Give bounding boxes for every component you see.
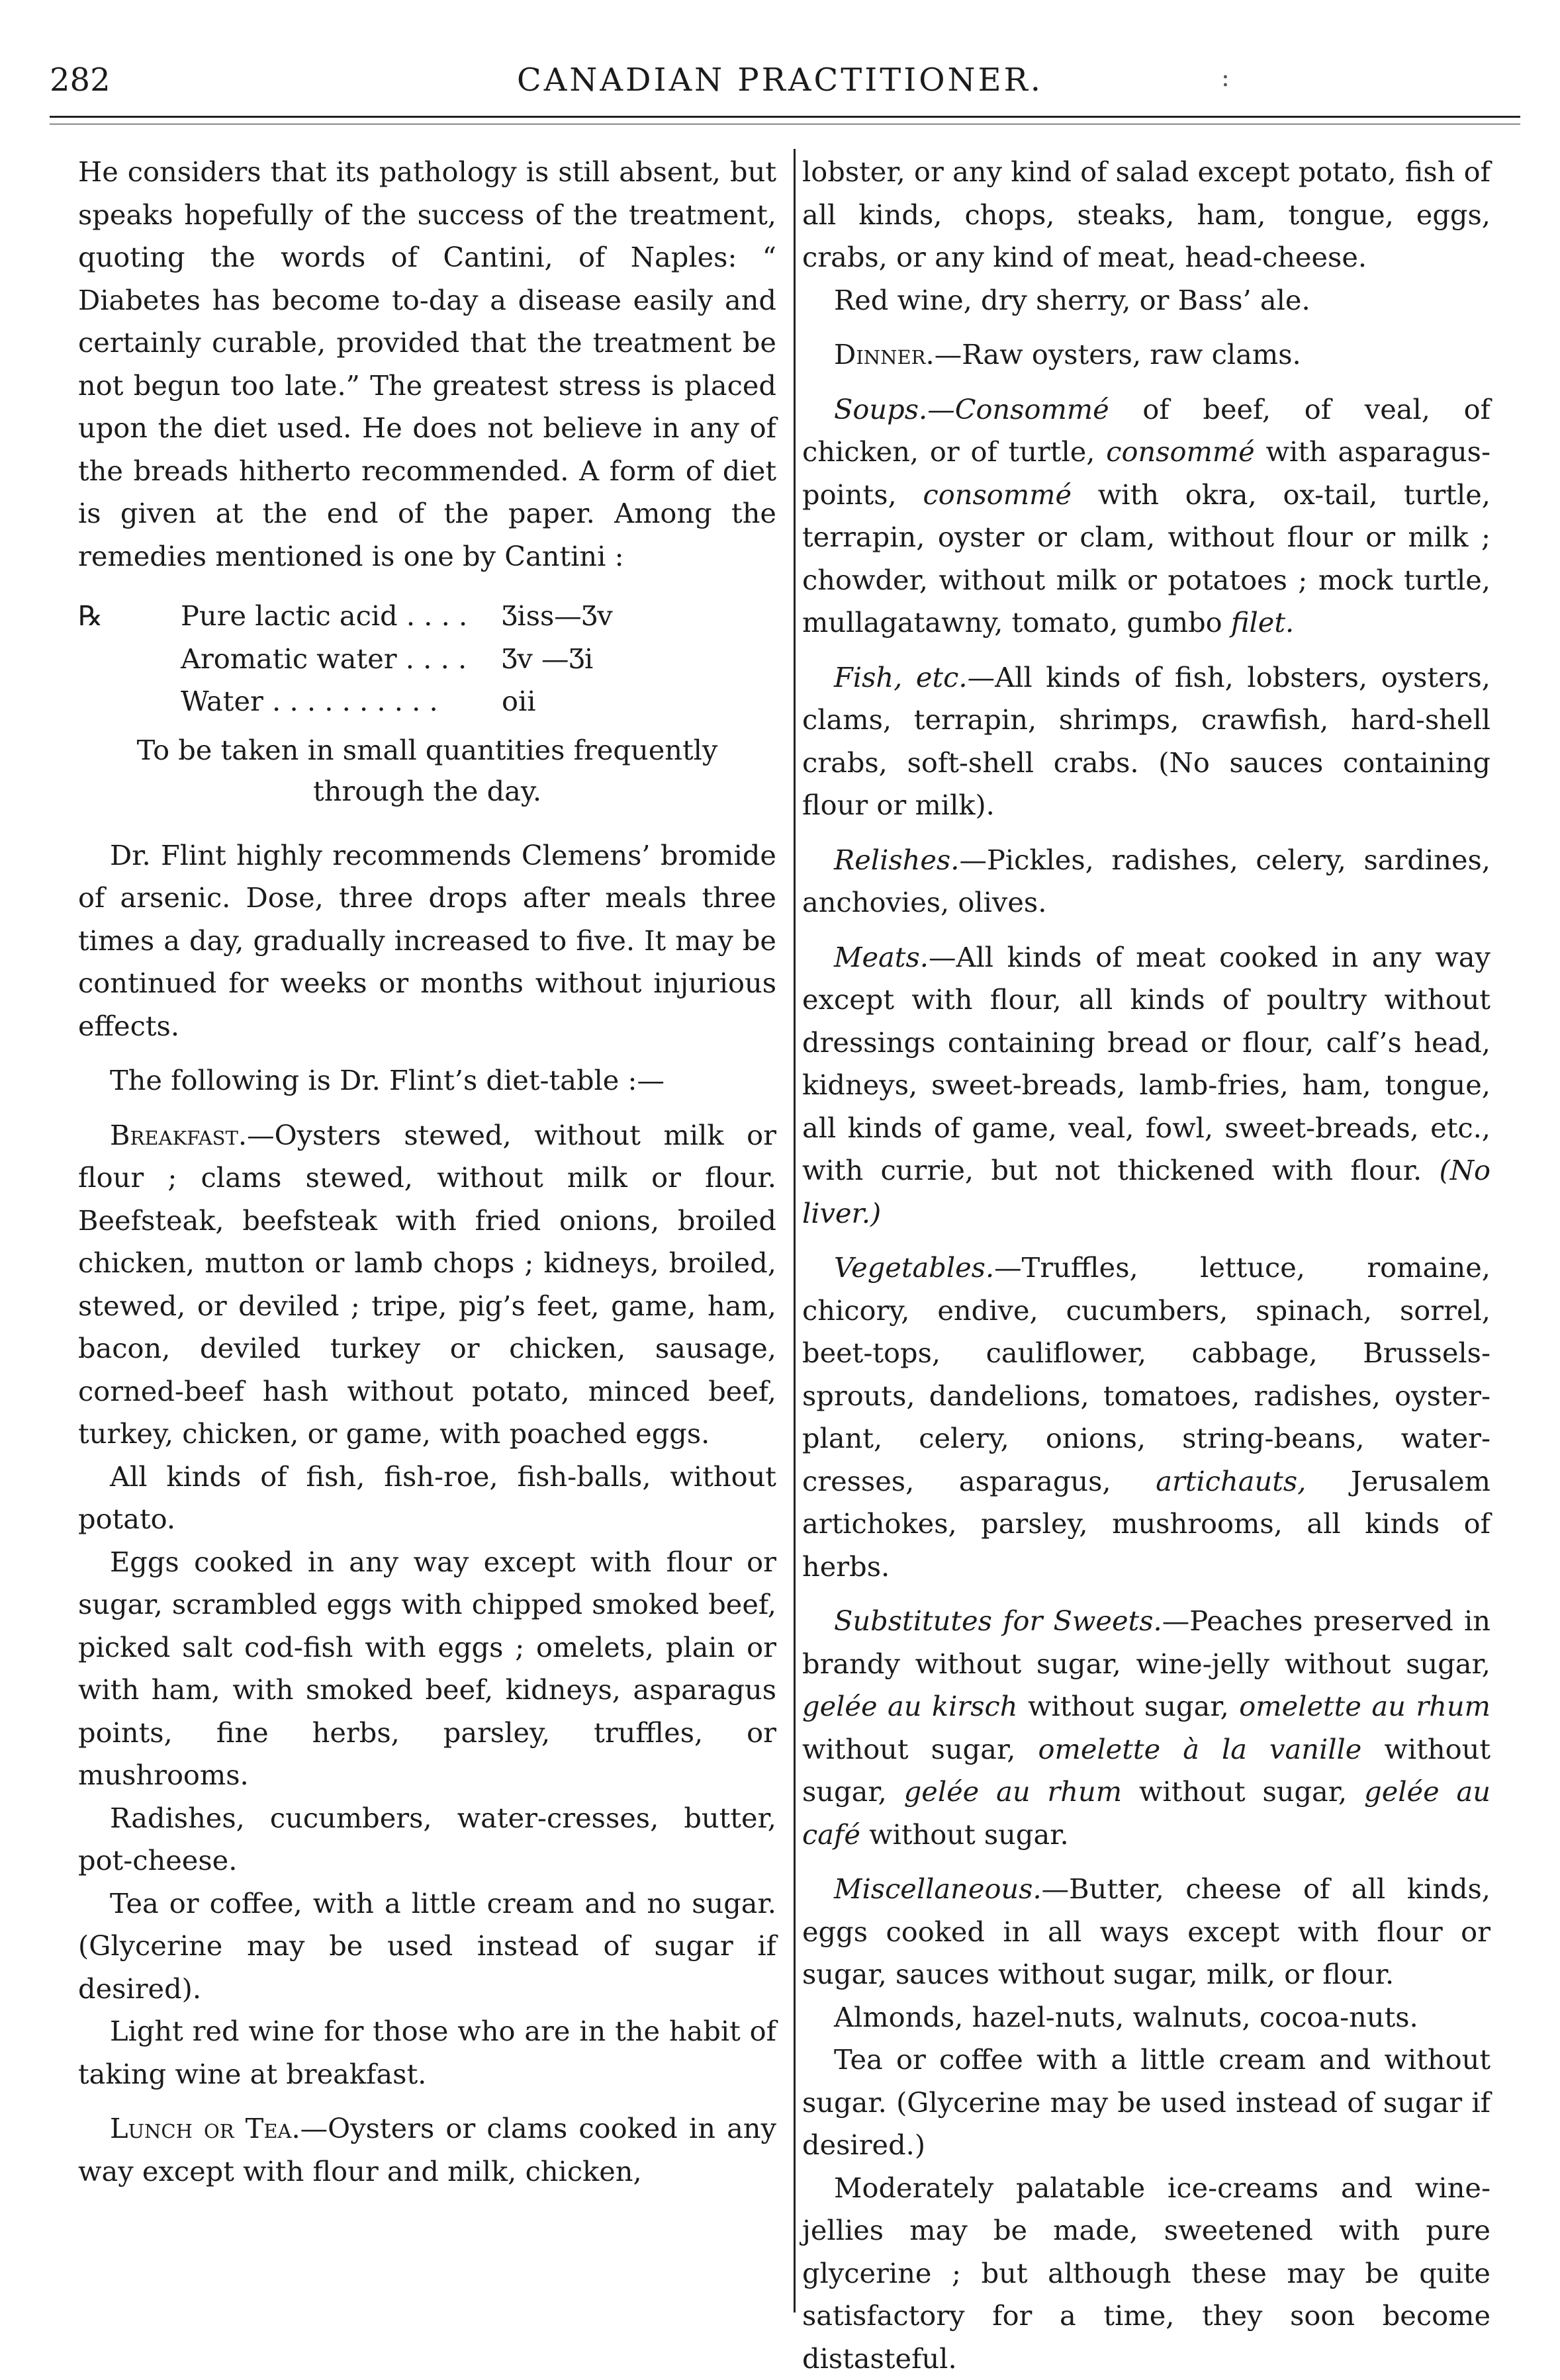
paragraph-bromide: Dr. Flint highly recommends Clemens’ bromide of arsenic. Dose, three drops after meals three times a day, gradually increased to five. It may be continued for weeks or months without injurious effects. [78, 834, 776, 1048]
paragraph-soups: Soups.—Consommé of beef, of veal, of chicken, or of turtle, consommé with asparagus-points, consommé with okra, ox-tail, turtle, terrapin, oyster or clam, without flour or milk ; chowder, without milk or potatoes ; mock turtle, mullagatawny, tomato, gumbo filet. [802, 388, 1491, 644]
paragraph-lunch-continued: lobster, or any kind of salad except potato, fish of all kinds, chops, steaks, ham, tongue, eggs, crabs, or any kind of meat, head-cheese. [802, 151, 1491, 279]
left-column [78, 151, 776, 2193]
page-number: 282 [50, 62, 111, 99]
relishes-heading: Relishes. [834, 844, 959, 876]
fish-heading: Fish, etc. [834, 661, 968, 693]
soups-heading: Soups.—Consommé [834, 393, 1109, 425]
dinner-heading: Dinner. [834, 338, 935, 371]
ingredient-quantity: oii [502, 680, 766, 723]
paragraph-tea: Tea or coffee, with a little cream and no sugar. (Glycerine may be used instead of sugar if desired). [78, 1882, 776, 2011]
paragraph-fish: All kinds of fish, fish-roe, fish-balls, without potato. [78, 1456, 776, 1541]
paragraph-dinner: Dinner.—Raw oysters, raw clams. [802, 333, 1491, 376]
paragraph-eggs: Eggs cooked in any way except with flour or sugar, scrambled eggs with chipped smoked beef, picked salt cod-fish with eggs ; omelets, plain or with ham, with smoked beef, kidneys, asparagus points, fine herbs, parsley, truffles, or mushrooms. [78, 1541, 776, 1797]
paragraph-ice-creams: Moderately palatable ice-creams and wine-jellies may be made, sweetened with pure glycerine ; but although these may be quite satisfactory for a time, they soon become distasteful. [802, 2167, 1491, 2380]
paragraph-substitutes: Substitutes for Sweets.—Peaches preserved in brandy without sugar, wine-jelly without sugar, gelée au kirsch without sugar, omelette au rhum without sugar, omelette à la vanille without sugar, gelée au rhum without sugar, gelée au café without sugar. [802, 1600, 1491, 1856]
paragraph-cantini: He considers that its pathology is still absent, but speaks hopefully of the success of the treatment, quoting the words of Cantini, of Naples: “ Diabetes has become to-day a disease easily and certainly curable, provided that the treatment be not begun too late.” The greatest stress is placed upon the diet used. He does not believe in any of the breads hitherto recommended. A form of diet is given at the end of the paper. Among the remedies mentioned is one by Cantini : [78, 151, 776, 578]
prescription-block [78, 595, 776, 812]
paragraph-tea-coffee: Tea or coffee with a little cream and without sugar. (Glycerine may be used instead of sugar if desired.) [802, 2039, 1491, 2167]
paragraph-nuts: Almonds, hazel-nuts, walnuts, cocoa-nuts. [802, 1996, 1491, 2039]
paragraph-fish-etc: Fish, etc.—All kinds of fish, lobsters, oysters, clams, terrapin, shrimps, crawfish, hard-shell crabs, soft-shell crabs. (No sauces containing flour or milk). [802, 656, 1491, 827]
paragraph-relishes: Relishes.—Pickles, radishes, celery, sardines, anchovies, olives. [802, 839, 1491, 924]
ingredient-quantity: Ʒv —Ʒi [502, 638, 766, 681]
paragraph-vegetables: Vegetables.—Truffles, lettuce, romaine, chicory, endive, cucumbers, spinach, sorrel, beet-tops, cauliflower, cabbage, Brussels-sprouts, dandelions, tomatoes, radishes, oyster-plant, celery, onions, string-beans, water-cresses, asparagus, artichauts, Jerusalem artichokes, parsley, mushrooms, all kinds of herbs. [802, 1247, 1491, 1588]
running-title: CANADIAN PRACTITIONER. [0, 62, 1560, 99]
paragraph-wine: Light red wine for those who are in the habit of taking wine at breakfast. [78, 2010, 776, 2095]
vegetables-heading: Vegetables. [834, 1251, 994, 1284]
paragraph-red-wine: Red wine, dry sherry, or Bass’ ale. [802, 279, 1491, 322]
header-rule-thick [50, 116, 1520, 118]
ingredient-name: Aromatic water . . . . [181, 638, 502, 681]
paragraph-meats: Meats.—All kinds of meat cooked in any way except with flour, all kinds of poultry without dressings containing bread or flour, calf’s head, kidneys, sweet-breads, lamb-fries, ham, tongue, all kinds of game, veal, fowl, sweet-breads, etc., with currie, but not thickened with flour. (No liver.) [802, 936, 1491, 1235]
miscellaneous-heading: Miscellaneous. [834, 1873, 1042, 1905]
recipe-symbol: ℞ [78, 595, 181, 638]
margin-mark: : [1221, 63, 1230, 92]
prescription-row [78, 595, 776, 638]
ingredient-quantity: Ʒiss—Ʒv [502, 595, 766, 638]
paragraph-miscellaneous: Miscellaneous.—Butter, cheese of all kinds, eggs cooked in all ways except with flour or sugar, sauces without sugar, milk, or flour. [802, 1868, 1491, 1996]
substitutes-heading: Substitutes for Sweets. [834, 1605, 1162, 1637]
lunch-heading: Lunch or Tea. [110, 2112, 300, 2144]
ingredient-name: Water . . . . . . . . . . [181, 680, 502, 723]
column-divider [794, 149, 796, 2313]
paragraph-radishes: Radishes, cucumbers, water-cresses, butter, pot-cheese. [78, 1797, 776, 1882]
ingredient-name: Pure lactic acid . . . . [181, 595, 502, 638]
paragraph-breakfast: Breakfast.—Oysters stewed, without milk or flour ; clams stewed, without milk or flour. Beefsteak, beefsteak with fried onions, broiled chicken, mutton or lamb chops ; kidneys, broiled, stewed, or deviled ; tripe, pig’s feet, game, ham, bacon, deviled turkey or chicken, sausage, corned-beef hash without potato, minced beef, turkey, chicken, or game, with poached eggs. [78, 1114, 776, 1456]
prescription-note: To be taken in small quantities frequently through the day. [78, 730, 776, 812]
breakfast-heading: Breakfast. [110, 1119, 247, 1151]
paragraph-lunch: Lunch or Tea.—Oysters or clams cooked in any way except with flour and milk, chicken, [78, 2107, 776, 2193]
prescription-row [78, 638, 776, 681]
page-header [0, 36, 1560, 109]
meats-heading: Meats. [834, 941, 929, 973]
prescription-row [78, 680, 776, 723]
paragraph-diet-intro: The following is Dr. Flint’s diet-table :— [78, 1059, 776, 1102]
right-column [802, 151, 1491, 2380]
